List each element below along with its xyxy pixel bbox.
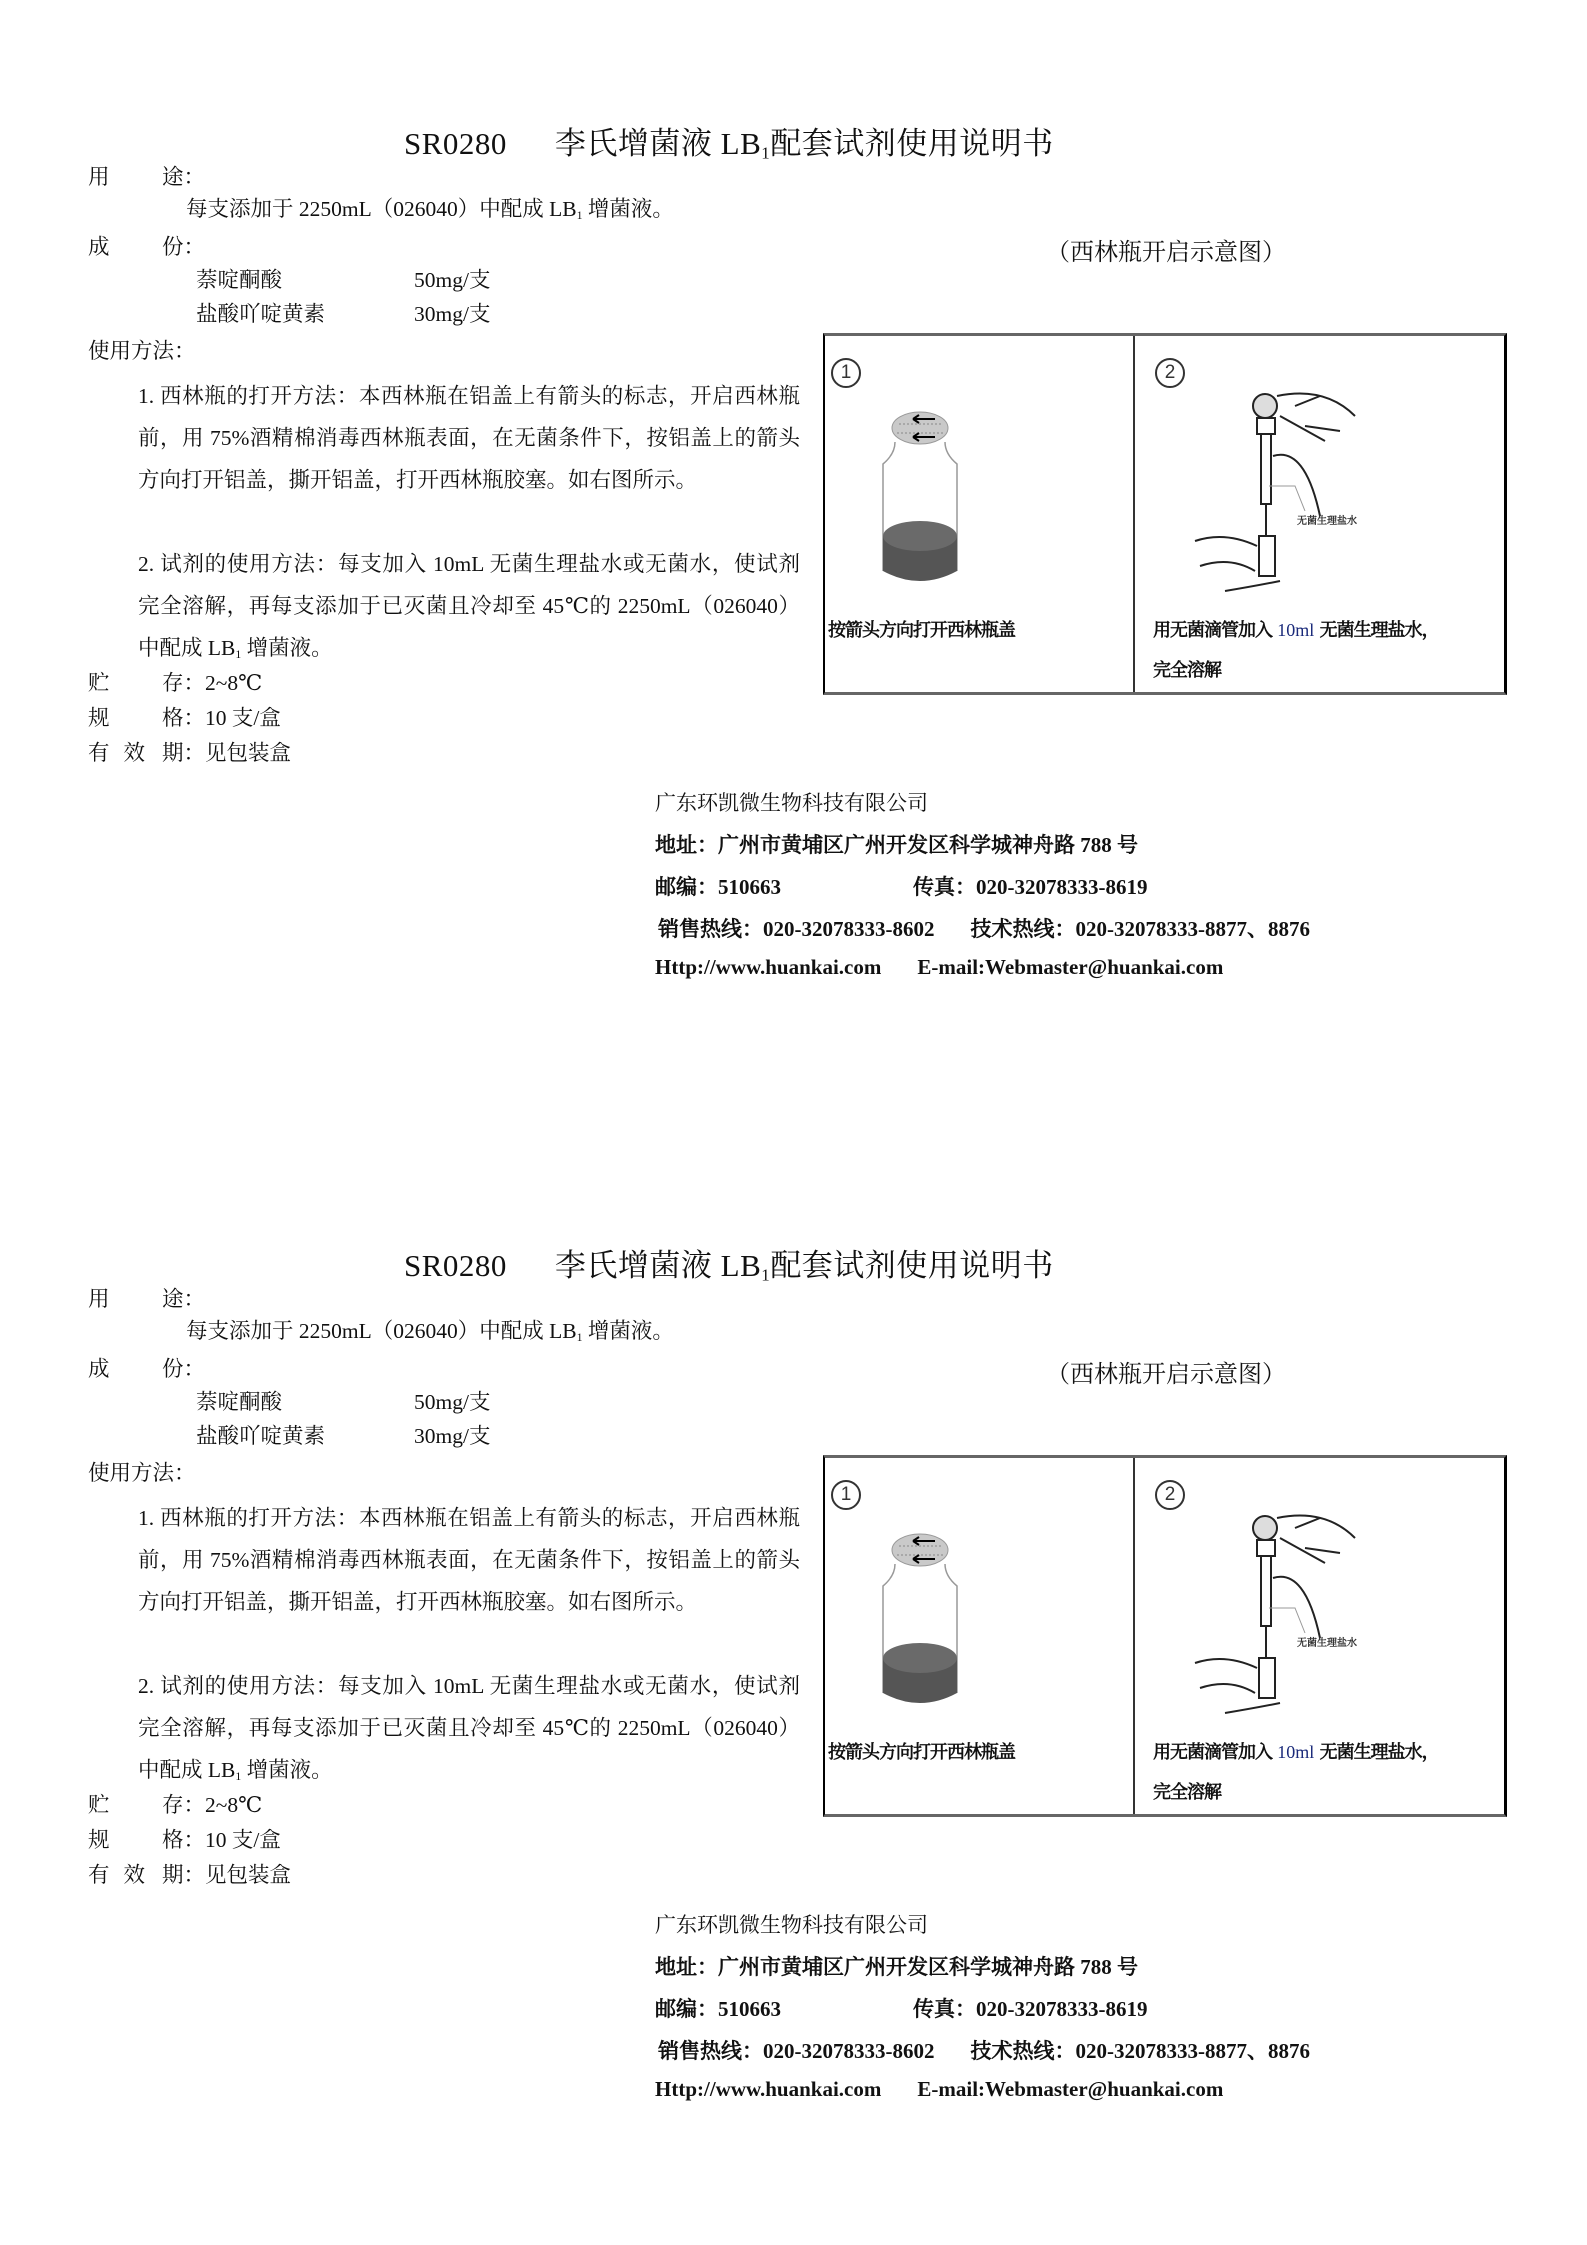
label-char: 途： — [162, 1287, 206, 1311]
spec-value — [162, 1830, 281, 1852]
usage-step-2-text: 2. 试剂的使用方法：每支加入 10mL 无菌生理盐水或无菌水，使试剂完全溶解，再每支添加于已灭菌且冷却至 45℃的 2250mL（026040）中配成 LB — [138, 552, 800, 660]
usage-step-2-subscript: 1 — [235, 646, 242, 661]
label-char: 规 — [88, 706, 110, 730]
panel-2-caption-line2: 完全溶解 — [1153, 660, 1221, 681]
title-text-suffix: 配套试剂使用说明书 — [770, 126, 1054, 161]
label-char: 贮 — [88, 1793, 110, 1817]
vial-opening-figure — [823, 1455, 1507, 1817]
title-subscript: 1 — [761, 1265, 771, 1285]
instruction-sheet — [0, 0, 1587, 1120]
purpose-text — [186, 199, 674, 222]
usage-step-2-subscript: 1 — [235, 1768, 242, 1783]
figure-caption: （西林瓶开启示意图） — [1046, 1362, 1286, 1388]
ingredient-name: 盐酸吖啶黄素 — [196, 302, 326, 326]
storage-value — [162, 673, 262, 695]
document-title — [404, 118, 1054, 163]
dropper-hand-icon — [1185, 386, 1445, 601]
product-code: SR0280 — [404, 1248, 507, 1283]
company-hotlines — [658, 2035, 1310, 2065]
step-number-1: 1 — [831, 358, 861, 388]
usage-step-1: 1. 西林瓶的打开方法：本西林瓶在铝盖上有箭头的标志，开启西林瓶前，用 75%酒精棉消毒西林瓶表面，在无菌条件下，按铝盖上的箭头方向打开铝盖，撕开铝盖，打开西林瓶胶塞。如右图所示。 — [138, 1506, 800, 1614]
company-web-email — [655, 955, 1223, 980]
purpose-text — [186, 1321, 674, 1344]
validity-value — [162, 743, 291, 765]
panel-1-caption: 按箭头方向打开西林瓶盖 — [828, 1742, 1015, 1763]
document-title — [404, 1240, 1054, 1285]
label-char: 份： — [162, 235, 206, 259]
email-link[interactable]: E-mail:Webmaster@huankai.com — [917, 955, 1224, 979]
label-char: 存： — [162, 671, 206, 695]
step-number-1: 1 — [831, 1480, 861, 1510]
label-char: 期： — [162, 741, 206, 765]
figure-panel-1 — [825, 336, 1135, 692]
usage-label: 使用方法： — [88, 339, 196, 363]
vial-opening-figure — [823, 333, 1507, 695]
usage-label: 使用方法： — [88, 1461, 196, 1485]
vial-icon — [865, 406, 985, 596]
company-name: 广东环凯微生物科技有限公司 — [655, 1913, 928, 1937]
label-char: 有 — [88, 741, 110, 765]
purpose-text-main: 每支添加于 2250mL（026040）中配成 LB — [186, 197, 577, 221]
label-char: 用 — [88, 165, 110, 189]
fax-number: 传真：020-32078333-8619 — [913, 875, 1148, 899]
usage-step-2 — [138, 543, 800, 675]
sales-hotline: 销售热线：020-32078333-8602 — [658, 2039, 935, 2063]
company-address: 地址：广州市黄埔区广州开发区科学城神舟路 788 号 — [655, 833, 1138, 857]
usage-step-2-text: 2. 试剂的使用方法：每支加入 10mL 无菌生理盐水或无菌水，使试剂完全溶解，再每支添加于已灭菌且冷却至 45℃的 2250mL（026040）中配成 LB — [138, 1674, 800, 1782]
caption-volume: 10ml — [1277, 1742, 1315, 1762]
company-postcode-fax — [655, 871, 1148, 901]
storage-value — [162, 1795, 262, 1817]
validity-value — [162, 1865, 291, 1887]
saline-annotation: 无菌生理盐水 — [1297, 516, 1357, 527]
product-code: SR0280 — [404, 126, 507, 161]
email-link[interactable]: E-mail:Webmaster@huankai.com — [917, 2077, 1224, 2101]
figure-panel-1 — [825, 1458, 1135, 1814]
label-char: 途： — [162, 165, 206, 189]
title-subscript: 1 — [761, 143, 771, 163]
label-char: 份： — [162, 1357, 206, 1381]
label-char: 格： — [162, 1828, 206, 1852]
usage-step-1: 1. 西林瓶的打开方法：本西林瓶在铝盖上有箭头的标志，开启西林瓶前，用 75%酒精棉消毒西林瓶表面，在无菌条件下，按铝盖上的箭头方向打开铝盖，撕开铝盖，打开西林瓶胶塞。如右图所示。 — [138, 384, 800, 492]
label-char: 期： — [162, 1863, 206, 1887]
company-hotlines — [658, 913, 1310, 943]
vial-icon — [865, 1528, 985, 1718]
company-address: 地址：广州市黄埔区广州开发区科学城神舟路 788 号 — [655, 1955, 1138, 1979]
ingredient-name: 萘啶酮酸 — [196, 1390, 283, 1414]
company-name: 广东环凯微生物科技有限公司 — [655, 791, 928, 815]
purpose-subscript: 1 — [576, 207, 583, 222]
purpose-text-suffix: 增菌液。 — [582, 1319, 674, 1343]
caption-text: 无菌生理盐水， — [1314, 620, 1439, 641]
spec-value — [162, 708, 281, 730]
company-web-email — [655, 2077, 1223, 2102]
step-number-2: 2 — [1155, 1480, 1185, 1510]
caption-volume: 10ml — [1277, 620, 1315, 640]
panel-2-caption-line2: 完全溶解 — [1153, 1782, 1221, 1803]
title-text-suffix: 配套试剂使用说明书 — [770, 1248, 1054, 1283]
panel-2-caption-line1 — [1153, 1738, 1439, 1764]
storage-temp: 2~8℃ — [205, 671, 263, 695]
ingredient-amount: 30mg/支 — [414, 302, 491, 326]
figure-panel-2 — [1135, 336, 1504, 692]
company-postcode-fax — [655, 1993, 1148, 2023]
step-number-2: 2 — [1155, 358, 1185, 388]
label-char: 成 — [88, 1357, 110, 1381]
saline-annotation: 无菌生理盐水 — [1297, 1638, 1357, 1649]
validity-label — [88, 743, 159, 765]
figure-caption: （西林瓶开启示意图） — [1046, 240, 1286, 266]
postcode: 邮编：510663 — [655, 875, 781, 899]
ingredient-amount: 50mg/支 — [414, 1390, 491, 1414]
usage-step-2-suffix: 增菌液。 — [241, 636, 333, 660]
instruction-sheet — [0, 1122, 1587, 2242]
label-char: 成 — [88, 235, 110, 259]
label-char: 效 — [123, 741, 146, 765]
figure-panel-2 — [1135, 1458, 1504, 1814]
usage-step-2-suffix: 增菌液。 — [241, 1758, 333, 1782]
title-text: 李氏增菌液 LB — [554, 126, 762, 161]
label-char: 用 — [88, 1287, 110, 1311]
panel-1-caption: 按箭头方向打开西林瓶盖 — [828, 620, 1015, 641]
label-char: 存： — [162, 1793, 206, 1817]
dropper-hand-icon — [1185, 1508, 1445, 1723]
storage-temp: 2~8℃ — [205, 1793, 263, 1817]
fax-number: 传真：020-32078333-8619 — [913, 1997, 1148, 2021]
purpose-text-main: 每支添加于 2250mL（026040）中配成 LB — [186, 1319, 577, 1343]
ingredient-name: 萘啶酮酸 — [196, 268, 283, 292]
purpose-subscript: 1 — [576, 1329, 583, 1344]
panel-2-caption-line1 — [1153, 616, 1439, 642]
usage-step-2 — [138, 1665, 800, 1797]
ingredient-amount: 50mg/支 — [414, 268, 491, 292]
validity-text: 见包装盒 — [205, 1863, 292, 1887]
spec-text: 10 支/盒 — [205, 706, 281, 730]
label-char: 规 — [88, 1828, 110, 1852]
caption-text: 无菌生理盐水， — [1314, 1742, 1439, 1763]
ingredient-amount: 30mg/支 — [414, 1424, 491, 1448]
label-char: 贮 — [88, 671, 110, 695]
label-char: 格： — [162, 706, 206, 730]
label-char: 效 — [123, 1863, 146, 1887]
tech-hotline: 技术热线：020-32078333-8877、8876 — [970, 2039, 1310, 2063]
purpose-text-suffix: 增菌液。 — [582, 197, 674, 221]
website-link[interactable]: Http://www.huankai.com — [655, 955, 882, 979]
caption-text: 用无菌滴管加入 — [1153, 620, 1278, 641]
website-link[interactable]: Http://www.huankai.com — [655, 2077, 882, 2101]
spec-text: 10 支/盒 — [205, 1828, 281, 1852]
sales-hotline: 销售热线：020-32078333-8602 — [658, 917, 935, 941]
validity-label — [88, 1865, 159, 1887]
title-text: 李氏增菌液 LB — [554, 1248, 762, 1283]
postcode: 邮编：510663 — [655, 1997, 781, 2021]
validity-text: 见包装盒 — [205, 741, 292, 765]
ingredient-name: 盐酸吖啶黄素 — [196, 1424, 326, 1448]
caption-text: 用无菌滴管加入 — [1153, 1742, 1278, 1763]
label-char: 有 — [88, 1863, 110, 1887]
tech-hotline: 技术热线：020-32078333-8877、8876 — [970, 917, 1310, 941]
